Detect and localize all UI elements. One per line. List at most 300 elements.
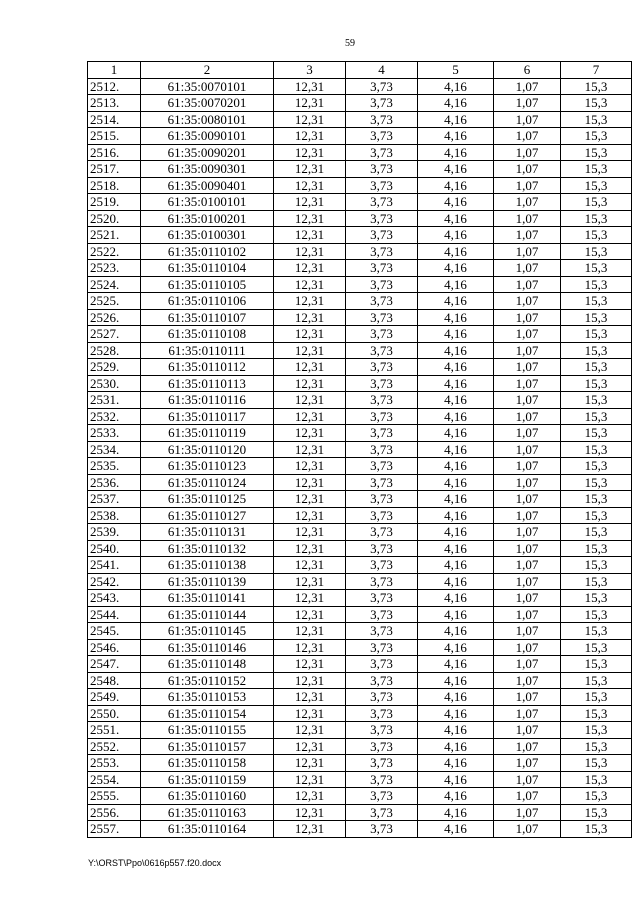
table-cell: 12,31	[274, 705, 346, 722]
table-cell: 4,16	[418, 161, 494, 178]
table-cell: 3,73	[346, 441, 418, 458]
table-cell: 4,16	[418, 590, 494, 607]
table-cell: 15,3	[561, 441, 632, 458]
table-cell: 15,3	[561, 639, 632, 656]
table-cell: 2541.	[88, 557, 141, 574]
table-cell: 3,73	[346, 408, 418, 425]
table-cell: 4,16	[418, 309, 494, 326]
table-cell: 1,07	[494, 755, 561, 772]
table-cell: 61:35:0110158	[141, 755, 274, 772]
column-header: 1	[88, 62, 141, 79]
table-cell: 61:35:0110123	[141, 458, 274, 475]
table-cell: 4,16	[418, 408, 494, 425]
table-cell: 61:35:0110159	[141, 771, 274, 788]
table-row	[88, 177, 632, 194]
table-row	[88, 540, 632, 557]
table-cell: 15,3	[561, 408, 632, 425]
table-cell: 12,31	[274, 260, 346, 277]
table-cell: 4,16	[418, 425, 494, 442]
table-cell: 4,16	[418, 276, 494, 293]
table-cell: 3,73	[346, 771, 418, 788]
data-table-container	[87, 61, 632, 838]
table-cell: 12,31	[274, 441, 346, 458]
column-header: 3	[274, 62, 346, 79]
table-cell: 3,73	[346, 491, 418, 508]
table-cell: 2540.	[88, 540, 141, 557]
table-cell: 4,16	[418, 359, 494, 376]
table-cell: 2536.	[88, 474, 141, 491]
table-cell: 61:35:0110160	[141, 788, 274, 805]
table-cell: 2532.	[88, 408, 141, 425]
table-row	[88, 458, 632, 475]
table-cell: 4,16	[418, 293, 494, 310]
table-cell: 2518.	[88, 177, 141, 194]
table-cell: 2542.	[88, 573, 141, 590]
table-row	[88, 606, 632, 623]
table-cell: 4,16	[418, 524, 494, 541]
table-cell: 2535.	[88, 458, 141, 475]
table-cell: 15,3	[561, 260, 632, 277]
table-cell: 61:35:0110144	[141, 606, 274, 623]
table-cell: 15,3	[561, 128, 632, 145]
table-cell: 15,3	[561, 722, 632, 739]
table-row	[88, 342, 632, 359]
table-cell: 1,07	[494, 656, 561, 673]
table-row	[88, 392, 632, 409]
table-cell: 1,07	[494, 144, 561, 161]
table-cell: 4,16	[418, 392, 494, 409]
table-cell: 4,16	[418, 656, 494, 673]
table-cell: 1,07	[494, 722, 561, 739]
table-row	[88, 672, 632, 689]
table-cell: 3,73	[346, 557, 418, 574]
table-cell: 61:35:0090101	[141, 128, 274, 145]
table-cell: 15,3	[561, 524, 632, 541]
table-cell: 4,16	[418, 474, 494, 491]
table-cell: 4,16	[418, 194, 494, 211]
table-cell: 12,31	[274, 293, 346, 310]
table-cell: 4,16	[418, 738, 494, 755]
table-cell: 61:35:0110164	[141, 821, 274, 838]
table-cell: 3,73	[346, 738, 418, 755]
table-cell: 2534.	[88, 441, 141, 458]
table-cell: 1,07	[494, 227, 561, 244]
table-cell: 3,73	[346, 144, 418, 161]
table-cell: 61:35:0110119	[141, 425, 274, 442]
table-header-row	[88, 62, 632, 79]
table-cell: 1,07	[494, 441, 561, 458]
table-cell: 4,16	[418, 672, 494, 689]
table-row	[88, 309, 632, 326]
table-cell: 12,31	[274, 95, 346, 112]
table-row	[88, 210, 632, 227]
table-cell: 12,31	[274, 243, 346, 260]
table-cell: 61:35:0110113	[141, 375, 274, 392]
table-cell: 12,31	[274, 507, 346, 524]
table-cell: 1,07	[494, 260, 561, 277]
table-cell: 15,3	[561, 705, 632, 722]
table-cell: 15,3	[561, 78, 632, 95]
table-cell: 3,73	[346, 606, 418, 623]
table-cell: 4,16	[418, 128, 494, 145]
table-cell: 3,73	[346, 177, 418, 194]
table-cell: 2557.	[88, 821, 141, 838]
table-cell: 3,73	[346, 590, 418, 607]
table-cell: 61:35:0110154	[141, 705, 274, 722]
table-cell: 1,07	[494, 342, 561, 359]
table-cell: 1,07	[494, 590, 561, 607]
table-cell: 12,31	[274, 408, 346, 425]
table-cell: 3,73	[346, 507, 418, 524]
table-cell: 3,73	[346, 194, 418, 211]
table-cell: 61:35:0100101	[141, 194, 274, 211]
table-cell: 1,07	[494, 474, 561, 491]
table-cell: 15,3	[561, 474, 632, 491]
table-row	[88, 722, 632, 739]
table-cell: 2515.	[88, 128, 141, 145]
table-cell: 4,16	[418, 375, 494, 392]
table-cell: 4,16	[418, 260, 494, 277]
table-cell: 15,3	[561, 788, 632, 805]
table-cell: 61:35:0070101	[141, 78, 274, 95]
table-cell: 15,3	[561, 573, 632, 590]
table-cell: 4,16	[418, 326, 494, 343]
table-cell: 1,07	[494, 507, 561, 524]
table-cell: 61:35:0110141	[141, 590, 274, 607]
table-cell: 12,31	[274, 194, 346, 211]
column-header: 6	[494, 62, 561, 79]
table-row	[88, 524, 632, 541]
table-cell: 61:35:0090201	[141, 144, 274, 161]
table-cell: 3,73	[346, 375, 418, 392]
table-cell: 2521.	[88, 227, 141, 244]
table-cell: 1,07	[494, 821, 561, 838]
table-cell: 1,07	[494, 606, 561, 623]
table-row	[88, 326, 632, 343]
table-cell: 15,3	[561, 771, 632, 788]
table-cell: 3,73	[346, 243, 418, 260]
table-cell: 15,3	[561, 491, 632, 508]
table-cell: 3,73	[346, 210, 418, 227]
table-cell: 4,16	[418, 342, 494, 359]
table-cell: 61:35:0110124	[141, 474, 274, 491]
table-row	[88, 260, 632, 277]
table-cell: 2551.	[88, 722, 141, 739]
table-cell: 2527.	[88, 326, 141, 343]
table-cell: 1,07	[494, 309, 561, 326]
table-cell: 1,07	[494, 771, 561, 788]
table-cell: 3,73	[346, 326, 418, 343]
table-row	[88, 441, 632, 458]
table-cell: 3,73	[346, 639, 418, 656]
table-cell: 1,07	[494, 524, 561, 541]
table-cell: 4,16	[418, 771, 494, 788]
table-cell: 12,31	[274, 78, 346, 95]
table-cell: 1,07	[494, 557, 561, 574]
table-cell: 3,73	[346, 705, 418, 722]
table-cell: 1,07	[494, 788, 561, 805]
table-cell: 61:35:0110104	[141, 260, 274, 277]
table-cell: 2552.	[88, 738, 141, 755]
table-cell: 1,07	[494, 672, 561, 689]
table-cell: 12,31	[274, 722, 346, 739]
table-row	[88, 293, 632, 310]
table-cell: 3,73	[346, 524, 418, 541]
table-cell: 2528.	[88, 342, 141, 359]
table-cell: 15,3	[561, 309, 632, 326]
table-cell: 61:35:0110125	[141, 491, 274, 508]
table-row	[88, 78, 632, 95]
table-row	[88, 408, 632, 425]
table-cell: 15,3	[561, 590, 632, 607]
table-row	[88, 821, 632, 838]
table-cell: 15,3	[561, 458, 632, 475]
table-cell: 15,3	[561, 606, 632, 623]
table-cell: 12,31	[274, 161, 346, 178]
table-cell: 3,73	[346, 392, 418, 409]
table-cell: 3,73	[346, 227, 418, 244]
table-cell: 61:35:0110107	[141, 309, 274, 326]
table-cell: 12,31	[274, 309, 346, 326]
table-cell: 4,16	[418, 788, 494, 805]
table-cell: 15,3	[561, 111, 632, 128]
table-cell: 2526.	[88, 309, 141, 326]
table-cell: 1,07	[494, 111, 561, 128]
column-header: 4	[346, 62, 418, 79]
table-cell: 2544.	[88, 606, 141, 623]
table-cell: 4,16	[418, 227, 494, 244]
table-cell: 4,16	[418, 507, 494, 524]
table-cell: 1,07	[494, 243, 561, 260]
table-cell: 1,07	[494, 491, 561, 508]
table-cell: 3,73	[346, 425, 418, 442]
table-cell: 3,73	[346, 474, 418, 491]
table-cell: 61:35:0090401	[141, 177, 274, 194]
table-cell: 12,31	[274, 821, 346, 838]
table-cell: 1,07	[494, 408, 561, 425]
table-cell: 4,16	[418, 144, 494, 161]
table-cell: 2524.	[88, 276, 141, 293]
table-cell: 12,31	[274, 755, 346, 772]
table-cell: 4,16	[418, 623, 494, 640]
table-cell: 4,16	[418, 111, 494, 128]
table-cell: 3,73	[346, 573, 418, 590]
table-cell: 15,3	[561, 540, 632, 557]
table-cell: 3,73	[346, 276, 418, 293]
table-cell: 61:35:0110148	[141, 656, 274, 673]
table-cell: 2516.	[88, 144, 141, 161]
footer-file-path: Y:\ORST\Ppo\0616p557.f20.docx	[88, 858, 222, 868]
table-cell: 15,3	[561, 623, 632, 640]
table-cell: 61:35:0090301	[141, 161, 274, 178]
table-cell: 4,16	[418, 458, 494, 475]
table-cell: 12,31	[274, 227, 346, 244]
table-cell: 61:35:0110127	[141, 507, 274, 524]
table-cell: 2538.	[88, 507, 141, 524]
table-row	[88, 359, 632, 376]
table-row	[88, 243, 632, 260]
table-cell: 61:35:0110132	[141, 540, 274, 557]
table-cell: 12,31	[274, 573, 346, 590]
table-cell: 12,31	[274, 590, 346, 607]
table-cell: 3,73	[346, 293, 418, 310]
table-cell: 12,31	[274, 144, 346, 161]
table-cell: 15,3	[561, 227, 632, 244]
table-cell: 2517.	[88, 161, 141, 178]
table-cell: 12,31	[274, 326, 346, 343]
table-cell: 1,07	[494, 276, 561, 293]
table-cell: 12,31	[274, 557, 346, 574]
table-cell: 3,73	[346, 623, 418, 640]
table-cell: 2555.	[88, 788, 141, 805]
table-cell: 12,31	[274, 540, 346, 557]
table-cell: 1,07	[494, 623, 561, 640]
table-cell: 61:35:0110108	[141, 326, 274, 343]
table-row	[88, 623, 632, 640]
table-cell: 1,07	[494, 689, 561, 706]
table-cell: 15,3	[561, 507, 632, 524]
table-cell: 2548.	[88, 672, 141, 689]
table-row	[88, 111, 632, 128]
table-row	[88, 474, 632, 491]
table-cell: 12,31	[274, 111, 346, 128]
table-cell: 3,73	[346, 788, 418, 805]
table-cell: 12,31	[274, 392, 346, 409]
table-cell: 2547.	[88, 656, 141, 673]
table-cell: 1,07	[494, 705, 561, 722]
table-cell: 3,73	[346, 689, 418, 706]
table-cell: 4,16	[418, 243, 494, 260]
table-cell: 61:35:0110105	[141, 276, 274, 293]
table-cell: 3,73	[346, 128, 418, 145]
table-cell: 1,07	[494, 375, 561, 392]
table-cell: 12,31	[274, 804, 346, 821]
table-cell: 4,16	[418, 210, 494, 227]
table-cell: 61:35:0110106	[141, 293, 274, 310]
table-cell: 3,73	[346, 309, 418, 326]
table-row	[88, 705, 632, 722]
table-cell: 2550.	[88, 705, 141, 722]
table-cell: 4,16	[418, 705, 494, 722]
table-cell: 3,73	[346, 458, 418, 475]
table-cell: 12,31	[274, 458, 346, 475]
table-cell: 15,3	[561, 144, 632, 161]
table-cell: 61:35:0110152	[141, 672, 274, 689]
table-row	[88, 425, 632, 442]
table-cell: 15,3	[561, 177, 632, 194]
table-cell: 4,16	[418, 491, 494, 508]
table-cell: 12,31	[274, 474, 346, 491]
table-cell: 2522.	[88, 243, 141, 260]
table-cell: 61:35:0110117	[141, 408, 274, 425]
table-cell: 12,31	[274, 771, 346, 788]
table-cell: 12,31	[274, 606, 346, 623]
table-cell: 3,73	[346, 821, 418, 838]
table-row	[88, 590, 632, 607]
table-cell: 1,07	[494, 639, 561, 656]
table-cell: 2545.	[88, 623, 141, 640]
table-cell: 12,31	[274, 359, 346, 376]
table-cell: 2514.	[88, 111, 141, 128]
table-cell: 2549.	[88, 689, 141, 706]
table-cell: 3,73	[346, 342, 418, 359]
table-cell: 3,73	[346, 755, 418, 772]
table-cell: 61:35:0110102	[141, 243, 274, 260]
table-row	[88, 491, 632, 508]
table-cell: 15,3	[561, 375, 632, 392]
table-row	[88, 656, 632, 673]
table-cell: 61:35:0080101	[141, 111, 274, 128]
table-cell: 15,3	[561, 392, 632, 409]
table-cell: 61:35:0110116	[141, 392, 274, 409]
table-cell: 1,07	[494, 573, 561, 590]
table-cell: 61:35:0100201	[141, 210, 274, 227]
table-cell: 2533.	[88, 425, 141, 442]
table-cell: 1,07	[494, 392, 561, 409]
table-cell: 15,3	[561, 425, 632, 442]
table-cell: 2523.	[88, 260, 141, 277]
table-cell: 2530.	[88, 375, 141, 392]
table-row	[88, 755, 632, 772]
table-cell: 61:35:0110138	[141, 557, 274, 574]
table-cell: 3,73	[346, 804, 418, 821]
table-cell: 15,3	[561, 342, 632, 359]
table-cell: 1,07	[494, 738, 561, 755]
table-cell: 2543.	[88, 590, 141, 607]
table-cell: 3,73	[346, 78, 418, 95]
table-cell: 3,73	[346, 656, 418, 673]
table-row	[88, 788, 632, 805]
table-cell: 12,31	[274, 177, 346, 194]
table-cell: 3,73	[346, 672, 418, 689]
table-cell: 12,31	[274, 639, 346, 656]
table-cell: 2513.	[88, 95, 141, 112]
table-cell: 4,16	[418, 804, 494, 821]
table-cell: 4,16	[418, 441, 494, 458]
table-cell: 12,31	[274, 128, 346, 145]
table-cell: 61:35:0110146	[141, 639, 274, 656]
table-cell: 61:35:0110155	[141, 722, 274, 739]
table-cell: 2519.	[88, 194, 141, 211]
table-row	[88, 276, 632, 293]
table-cell: 15,3	[561, 161, 632, 178]
table-cell: 1,07	[494, 326, 561, 343]
table-cell: 3,73	[346, 722, 418, 739]
table-cell: 2525.	[88, 293, 141, 310]
table-cell: 2556.	[88, 804, 141, 821]
table-cell: 2531.	[88, 392, 141, 409]
table-cell: 4,16	[418, 78, 494, 95]
table-cell: 15,3	[561, 95, 632, 112]
table-row	[88, 161, 632, 178]
column-header: 2	[141, 62, 274, 79]
table-cell: 15,3	[561, 243, 632, 260]
table-cell: 12,31	[274, 788, 346, 805]
table-cell: 3,73	[346, 95, 418, 112]
table-cell: 12,31	[274, 491, 346, 508]
table-cell: 12,31	[274, 524, 346, 541]
table-cell: 1,07	[494, 161, 561, 178]
table-cell: 15,3	[561, 738, 632, 755]
table-cell: 12,31	[274, 672, 346, 689]
table-row	[88, 689, 632, 706]
table-cell: 1,07	[494, 78, 561, 95]
table-cell: 61:35:0070201	[141, 95, 274, 112]
table-row	[88, 375, 632, 392]
table-cell: 1,07	[494, 425, 561, 442]
table-cell: 15,3	[561, 359, 632, 376]
table-cell: 3,73	[346, 359, 418, 376]
